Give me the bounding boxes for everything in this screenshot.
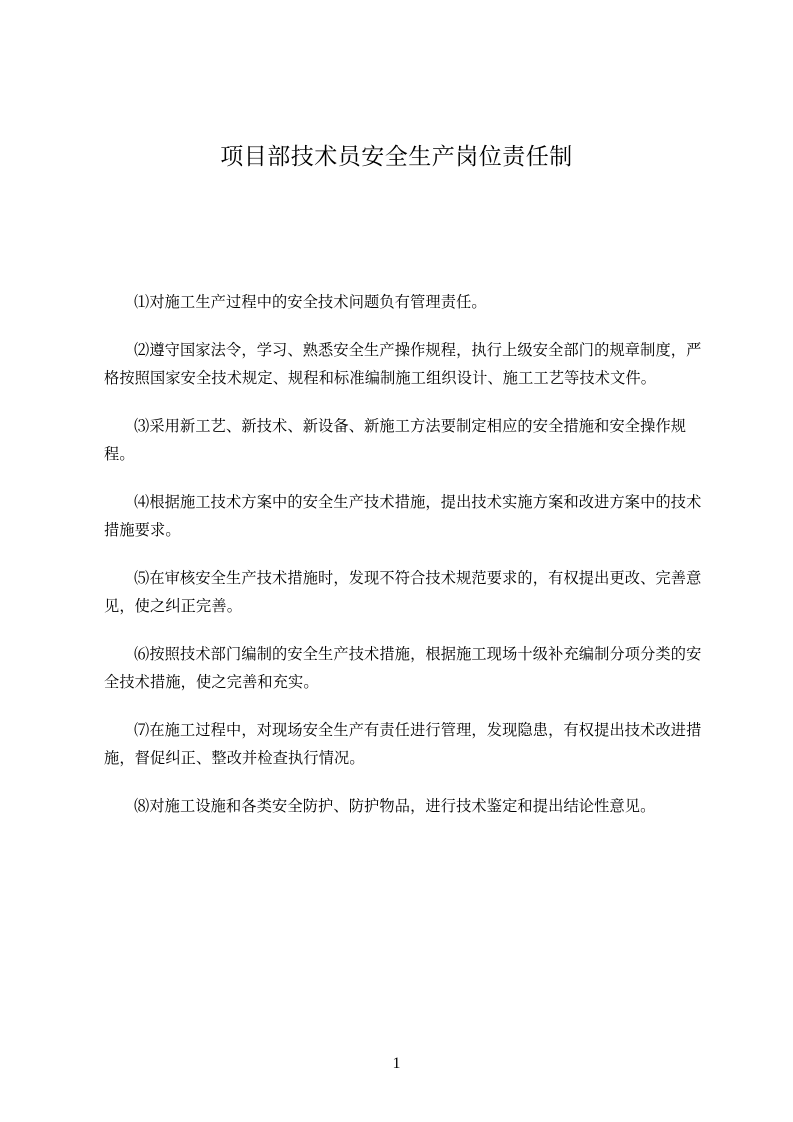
document-title: 项目部技术员安全生产岗位责任制 [220,144,573,170]
responsibility-item-6: ⑹按照技术部门编制的安全生产技术措施，根据施工现场十级补充编制分项分类的安全技术措施，使之完善和充实。 [104,645,702,691]
responsibility-item-7: ⑺在施工过程中，对现场安全生产有责任进行管理，发现隐患，有权提出技术改进措施，督促纠正、整改并检查执行情况。 [104,721,702,767]
responsibility-item-3: ⑶采用新工艺、新技术、新设备、新施工方法要制定相应的安全措施和安全操作规程。 [104,417,687,463]
responsibility-item-2: ⑵遵守国家法令，学习、熟悉安全生产操作规程，执行上级安全部门的规章制度，严格按照国家安全技术规定、规程和标准编制施工组织设计、施工工艺等技术文件。 [104,341,702,387]
responsibility-item-1: ⑴对施工生产过程中的安全技术问题负有管理责任。 [134,293,487,311]
page-number: 1 [392,1055,401,1072]
responsibility-item-4: ⑷根据施工技术方案中的安全生产技术措施，提出技术实施方案和改进方案中的技术措施要求。 [104,493,702,539]
responsibility-item-8: ⑻对施工设施和各类安全防护、防护物品，进行技术鉴定和提出结论性意见。 [134,797,656,815]
responsibility-list [104,288,708,840]
responsibility-item-5: ⑸在审核安全生产技术措施时，发现不符合技术规范要求的，有权提出更改、完善意见，使之纠正完善。 [104,569,702,615]
